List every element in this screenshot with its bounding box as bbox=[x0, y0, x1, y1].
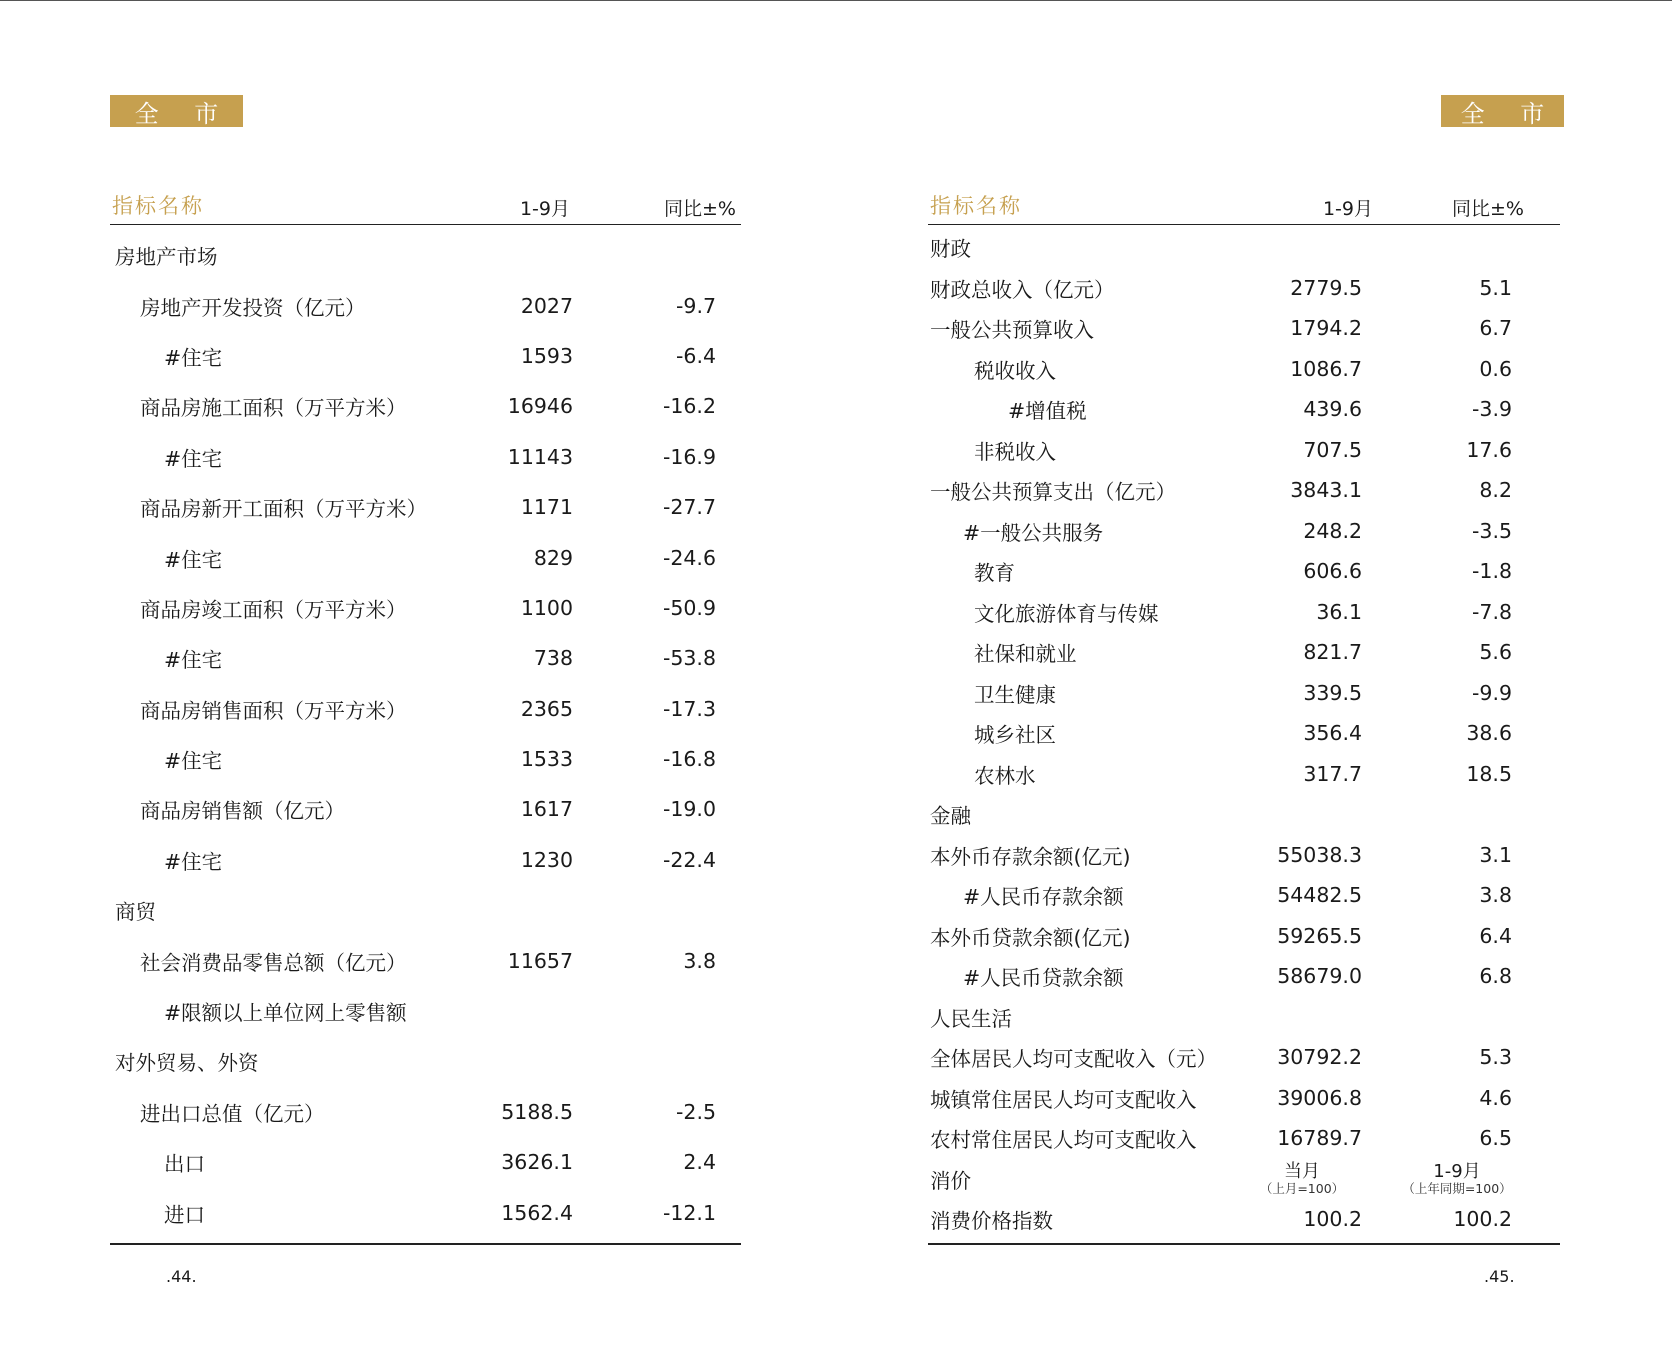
right-page bbox=[836, 0, 1672, 1353]
section-row bbox=[110, 230, 741, 280]
row-label: 商贸 bbox=[115, 900, 156, 925]
header-indicator-name: 指标名称 bbox=[112, 194, 204, 218]
row-value-yoy: 17.6 bbox=[1466, 437, 1512, 462]
row-value-period: 1794.2 bbox=[1290, 316, 1362, 341]
row-value-period: 59265.5 bbox=[1277, 923, 1362, 948]
row-value-period: 707.5 bbox=[1303, 437, 1362, 462]
row-value-yoy: -12.1 bbox=[662, 1200, 716, 1225]
row-value-period: 11143 bbox=[507, 444, 573, 469]
table-row bbox=[928, 511, 1560, 552]
row-value-yoy: 4.6 bbox=[1479, 1085, 1512, 1110]
row-value-period: 1617 bbox=[520, 797, 573, 822]
row-value-yoy: 6.4 bbox=[1479, 923, 1512, 948]
row-value-yoy: 38.6 bbox=[1466, 721, 1512, 746]
table-row bbox=[928, 349, 1560, 390]
table-row bbox=[110, 532, 741, 582]
row-value-yoy: 8.2 bbox=[1479, 478, 1512, 503]
row-label: 消价 bbox=[930, 1168, 971, 1193]
header-indicator-name: 指标名称 bbox=[930, 194, 1022, 218]
cpi-row bbox=[928, 1199, 1560, 1240]
row-value-period: 5188.5 bbox=[501, 1099, 573, 1124]
table-row bbox=[110, 381, 741, 431]
row-label: 进出口总值（亿元） bbox=[140, 1101, 325, 1126]
row-value-yoy: -50.9 bbox=[662, 595, 716, 620]
section-row bbox=[110, 1036, 741, 1086]
header-period: 1-9月 bbox=[519, 198, 571, 220]
row-value-period: 11657 bbox=[507, 948, 573, 973]
table-row bbox=[928, 592, 1560, 633]
row-value-yoy: -2.5 bbox=[676, 1099, 716, 1124]
row-value-period: 2027 bbox=[520, 293, 573, 318]
row-value-yoy: -7.8 bbox=[1472, 599, 1512, 624]
cpi-col2-sub: （上年同期=100） bbox=[1402, 1180, 1512, 1196]
table-row bbox=[928, 713, 1560, 754]
row-value-period: 317.7 bbox=[1303, 761, 1362, 786]
row-value-yoy: 5.6 bbox=[1479, 640, 1512, 665]
row-value-yoy: -1.8 bbox=[1472, 559, 1512, 584]
section-row bbox=[110, 885, 741, 935]
header-yoy: 同比±% bbox=[664, 198, 736, 220]
table-row bbox=[928, 1118, 1560, 1159]
table-row bbox=[928, 754, 1560, 795]
section-row bbox=[928, 997, 1560, 1038]
row-value-yoy: 3.1 bbox=[1479, 842, 1512, 867]
table-row bbox=[928, 875, 1560, 916]
page-number: .44. bbox=[166, 1267, 197, 1286]
row-value-yoy: 5.3 bbox=[1479, 1045, 1512, 1070]
row-label: 财政总收入（亿元） bbox=[930, 277, 1115, 302]
row-label: 本外币存款余额(亿元) bbox=[930, 844, 1131, 869]
table-row bbox=[110, 1187, 741, 1237]
row-label: 房地产开发投资（亿元） bbox=[140, 295, 366, 320]
row-label: 城乡社区 bbox=[974, 723, 1056, 748]
cpi-header-row bbox=[928, 1159, 1560, 1200]
table-row bbox=[928, 916, 1560, 957]
row-value-period: 2365 bbox=[520, 696, 573, 721]
row-value-period: 16789.7 bbox=[1277, 1126, 1362, 1151]
row-label: 进口 bbox=[164, 1202, 205, 1227]
row-value-period: 339.5 bbox=[1303, 680, 1362, 705]
table-row bbox=[928, 673, 1560, 714]
row-label: 社会消费品零售总额（亿元） bbox=[140, 950, 407, 975]
row-value-yoy: 6.8 bbox=[1479, 964, 1512, 989]
row-value-period: 356.4 bbox=[1303, 721, 1362, 746]
row-value-period: 30792.2 bbox=[1277, 1045, 1362, 1070]
table-row bbox=[928, 470, 1560, 511]
row-value-yoy: -17.3 bbox=[662, 696, 716, 721]
table-bottom-rule bbox=[110, 1243, 741, 1245]
row-value-period: 100.2 bbox=[1303, 1207, 1362, 1232]
row-label: 税收收入 bbox=[974, 358, 1056, 383]
row-value-yoy: -16.9 bbox=[662, 444, 716, 469]
table-row bbox=[928, 1078, 1560, 1119]
row-label: 一般公共预算支出（亿元） bbox=[930, 480, 1176, 505]
table-row bbox=[110, 482, 741, 532]
row-value-yoy: -22.4 bbox=[662, 847, 716, 872]
row-label: #住宅 bbox=[164, 547, 223, 572]
row-value-period: 1533 bbox=[520, 747, 573, 772]
table-row bbox=[928, 308, 1560, 349]
table-bottom-rule bbox=[928, 1243, 1560, 1245]
row-label: 文化旅游体育与传媒 bbox=[974, 601, 1159, 626]
row-value-period: 39006.8 bbox=[1277, 1085, 1362, 1110]
row-label: 农村常住居民人均可支配收入 bbox=[930, 1128, 1197, 1153]
table-row bbox=[928, 956, 1560, 997]
row-value-yoy: -16.2 bbox=[662, 394, 716, 419]
table-row bbox=[110, 935, 741, 985]
row-value-yoy: 0.6 bbox=[1479, 356, 1512, 381]
row-label: 非税收入 bbox=[974, 439, 1056, 464]
section-row bbox=[110, 986, 741, 1036]
table-row bbox=[928, 268, 1560, 309]
row-value-yoy: 100.2 bbox=[1453, 1207, 1512, 1232]
row-label: 出口 bbox=[164, 1152, 205, 1177]
row-label: 教育 bbox=[974, 561, 1015, 586]
row-label: 财政 bbox=[930, 237, 971, 262]
row-value-yoy: -53.8 bbox=[662, 646, 716, 671]
cpi-col2-header bbox=[1402, 1160, 1512, 1196]
row-value-period: 248.2 bbox=[1303, 518, 1362, 543]
header-period: 1-9月 bbox=[1322, 198, 1374, 220]
row-value-period: 54482.5 bbox=[1277, 883, 1362, 908]
row-label: 卫生健康 bbox=[974, 682, 1056, 707]
cpi-col1-header bbox=[1242, 1160, 1362, 1196]
table-row bbox=[110, 734, 741, 784]
row-value-yoy: -3.9 bbox=[1472, 397, 1512, 422]
row-label: #住宅 bbox=[164, 446, 223, 471]
row-label: #人民币存款余额 bbox=[963, 885, 1124, 910]
row-value-yoy: -9.7 bbox=[676, 293, 716, 318]
table-row bbox=[110, 432, 741, 482]
row-label: 全体居民人均可支配收入（元） bbox=[930, 1047, 1217, 1072]
row-label: 本外币贷款余额(亿元) bbox=[930, 925, 1131, 950]
row-label: #住宅 bbox=[164, 648, 223, 673]
row-value-period: 821.7 bbox=[1303, 640, 1362, 665]
row-label: #一般公共服务 bbox=[963, 520, 1104, 545]
row-label: 商品房竣工面积（万平方米） bbox=[140, 597, 407, 622]
table-row bbox=[110, 784, 741, 834]
row-value-period: 738 bbox=[533, 646, 573, 671]
row-value-period: 606.6 bbox=[1303, 559, 1362, 584]
row-value-period: 439.6 bbox=[1303, 397, 1362, 422]
row-value-yoy: -16.8 bbox=[662, 747, 716, 772]
row-label: 城镇常住居民人均可支配收入 bbox=[930, 1087, 1197, 1112]
row-label: 人民生活 bbox=[930, 1006, 1012, 1031]
row-label: 对外贸易、外资 bbox=[115, 1051, 259, 1076]
row-value-period: 1086.7 bbox=[1290, 356, 1362, 381]
table-header bbox=[928, 188, 1560, 225]
table-header bbox=[110, 188, 741, 225]
right-table-body bbox=[928, 227, 1560, 1240]
row-value-period: 829 bbox=[533, 545, 573, 570]
header-yoy: 同比±% bbox=[1452, 198, 1524, 220]
row-value-period: 1562.4 bbox=[501, 1200, 573, 1225]
row-value-yoy: 5.1 bbox=[1479, 275, 1512, 300]
row-value-yoy: 6.7 bbox=[1479, 316, 1512, 341]
row-label: 房地产市场 bbox=[115, 245, 218, 270]
table-row bbox=[110, 280, 741, 330]
table-row bbox=[928, 1037, 1560, 1078]
table-row bbox=[110, 684, 741, 734]
row-value-yoy: -24.6 bbox=[662, 545, 716, 570]
row-value-period: 16946 bbox=[507, 394, 573, 419]
row-value-period: 58679.0 bbox=[1277, 964, 1362, 989]
row-label: 金融 bbox=[930, 804, 971, 829]
row-value-period: 1230 bbox=[520, 847, 573, 872]
row-value-yoy: 3.8 bbox=[1479, 883, 1512, 908]
row-label: #增值税 bbox=[1008, 399, 1087, 424]
page-number: .45. bbox=[1484, 1267, 1515, 1286]
row-label: #住宅 bbox=[164, 345, 223, 370]
table-row bbox=[110, 1137, 741, 1187]
row-label: #限额以上单位网上零售额 bbox=[164, 1001, 407, 1026]
table-row bbox=[110, 1087, 741, 1137]
row-label: #住宅 bbox=[164, 849, 223, 874]
row-value-period: 1171 bbox=[520, 495, 573, 520]
row-value-period: 3626.1 bbox=[501, 1150, 573, 1175]
cpi-col1-main: 当月 bbox=[1284, 1160, 1320, 1182]
row-label: 消费价格指数 bbox=[930, 1209, 1053, 1234]
row-label: 社保和就业 bbox=[974, 642, 1077, 667]
row-label: 商品房施工面积（万平方米） bbox=[140, 396, 407, 421]
row-value-period: 36.1 bbox=[1316, 599, 1362, 624]
table-row bbox=[928, 389, 1560, 430]
table-row bbox=[110, 331, 741, 381]
left-table-body bbox=[110, 230, 741, 1238]
table-row bbox=[928, 632, 1560, 673]
row-value-yoy: -6.4 bbox=[676, 343, 716, 368]
table-row bbox=[110, 633, 741, 683]
row-value-period: 2779.5 bbox=[1290, 275, 1362, 300]
row-label: 商品房销售额（亿元） bbox=[140, 799, 345, 824]
section-badge: 全 市 bbox=[1441, 95, 1564, 127]
row-label: 商品房销售面积（万平方米） bbox=[140, 698, 407, 723]
cpi-col2-main: 1-9月 bbox=[1433, 1160, 1481, 1182]
row-value-yoy: -19.0 bbox=[662, 797, 716, 822]
table-row bbox=[928, 551, 1560, 592]
row-value-yoy: 2.4 bbox=[683, 1150, 716, 1175]
table-row bbox=[110, 835, 741, 885]
row-label: #住宅 bbox=[164, 749, 223, 774]
row-label: 商品房新开工面积（万平方米） bbox=[140, 497, 427, 522]
row-value-yoy: 3.8 bbox=[683, 948, 716, 973]
table-row bbox=[928, 835, 1560, 876]
row-value-yoy: -3.5 bbox=[1472, 518, 1512, 543]
row-label: 农林水 bbox=[974, 763, 1036, 788]
row-value-period: 3843.1 bbox=[1290, 478, 1362, 503]
cpi-col1-sub: （上月=100） bbox=[1259, 1180, 1345, 1196]
section-row bbox=[928, 794, 1560, 835]
row-value-period: 55038.3 bbox=[1277, 842, 1362, 867]
row-label: 一般公共预算收入 bbox=[930, 318, 1094, 343]
row-value-yoy: -9.9 bbox=[1472, 680, 1512, 705]
row-value-yoy: -27.7 bbox=[662, 495, 716, 520]
section-badge: 全 市 bbox=[110, 95, 243, 127]
row-value-yoy: 18.5 bbox=[1466, 761, 1512, 786]
section-row bbox=[928, 227, 1560, 268]
table-row bbox=[110, 583, 741, 633]
row-value-period: 1593 bbox=[520, 343, 573, 368]
row-label: #人民币贷款余额 bbox=[963, 966, 1124, 991]
row-value-yoy: 6.5 bbox=[1479, 1126, 1512, 1151]
table-row bbox=[928, 430, 1560, 471]
row-value-period: 1100 bbox=[520, 595, 573, 620]
